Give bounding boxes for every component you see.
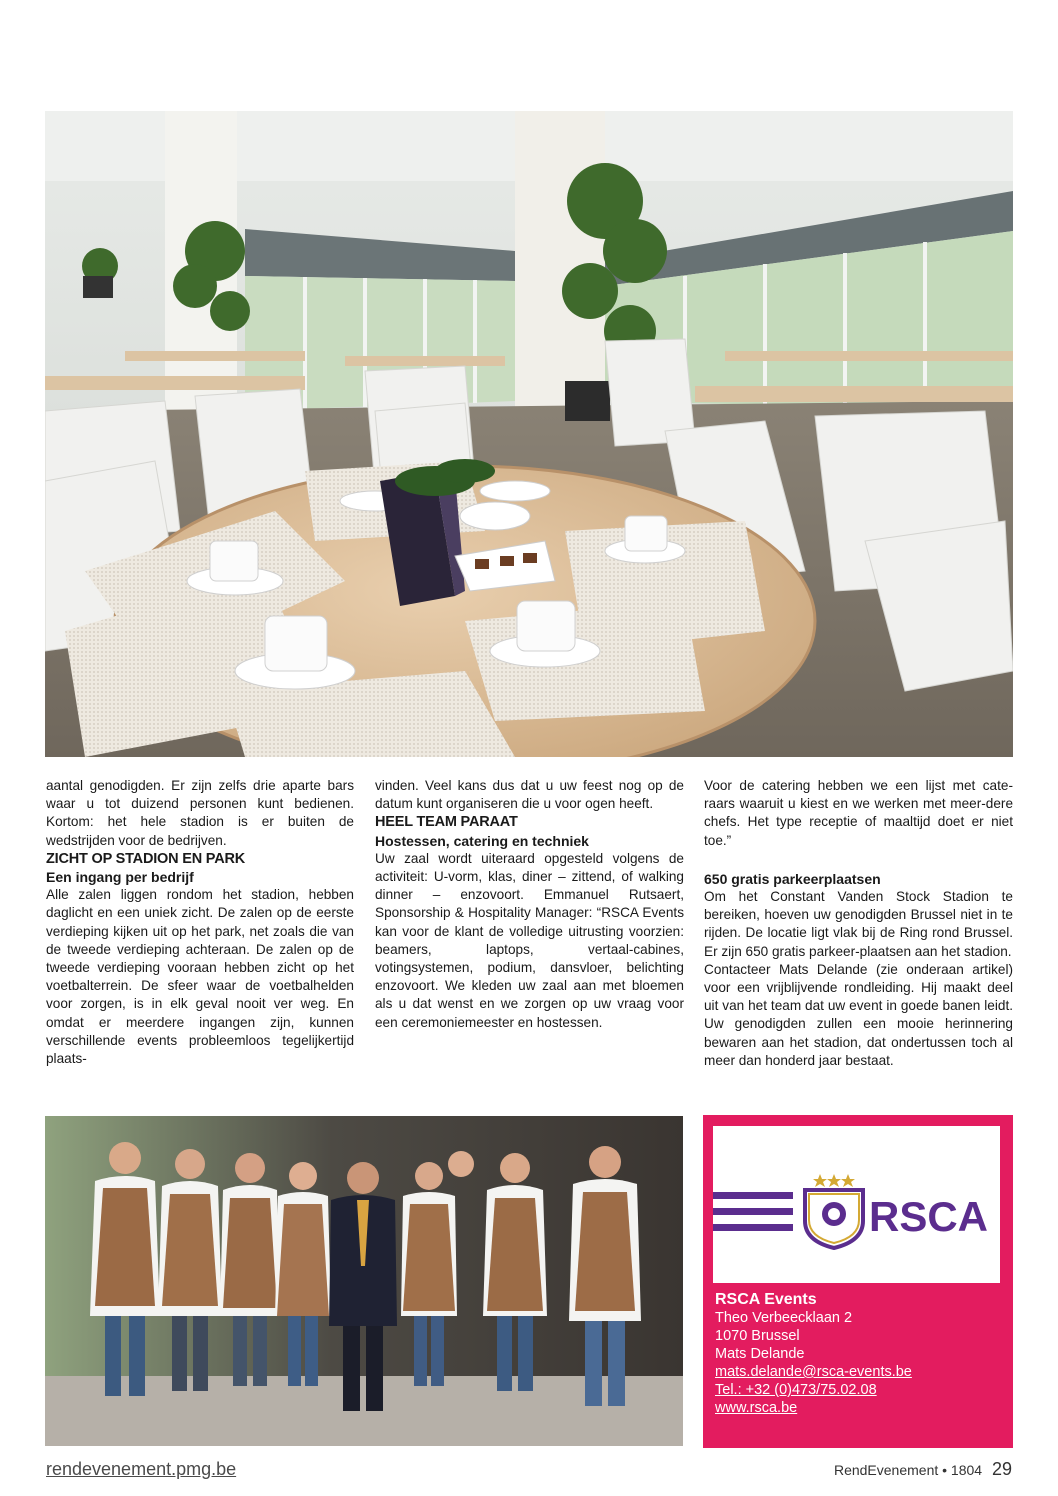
- rsca-logo-mark: [713, 1126, 1000, 1283]
- rsca-logo: [713, 1126, 1000, 1283]
- page-number: 29: [991, 1459, 1012, 1479]
- stars-icon: [813, 1174, 855, 1187]
- contact-details: [715, 1291, 912, 1417]
- article-paragraph: Uw zaal wordt uiteraard opgesteld volgens de activiteit: U-vorm, klas, diner – zittend, of walking dinner – enzovoort. Emmanuel Rutsaert, Sponsorship & Hospitality Manager: “RSCA Events kan voor de klant de volledige uitrusting voorzien: beamers, laptops, vertaal-cabines, votingsystemen, podium, dansvloer, belichting enzovoort. We kleden uw zaal aan met bloemen als u dat wenst en we zorgen op uw vraag voor een ceremoniemeester en hostessen.: [375, 850, 684, 1030]
- email-link[interactable]: mats.delande@rsca-events.be: [715, 1364, 912, 1380]
- section-heading: HEEL TEAM PARAAT: [375, 814, 518, 831]
- footer-site-link[interactable]: rendevenement.pmg.be: [46, 1459, 237, 1479]
- article-paragraph: vinden. Veel kans dus dat u uw feest nog op de datum kunt organiseren die u voor ogen heeft.: [375, 778, 684, 812]
- website-link[interactable]: www.rsca.be: [715, 1400, 798, 1416]
- magazine-issue: RendEvenement • 1804: [833, 1462, 983, 1478]
- subheading: Hostessen, catering en techniek: [375, 832, 589, 849]
- article-column-2: [375, 777, 684, 1032]
- subheading: 650 gratis parkeerplaatsen: [704, 870, 881, 887]
- address-line: Theo Verbeecklaan 2: [715, 1310, 853, 1326]
- footer-magazine-info: [834, 1459, 1012, 1480]
- article-column-3: [704, 777, 1013, 1070]
- article-paragraph: Contacteer Mats Delande (zie onderaan artikel) voor een vrijblijvende rondleiding. Hij maakt deel uit van het team dat uw event in goede banen leidt. Uw genodigden zullen een mooie herinnering bewaren aan het stadion, dat ondertussen toch al meer dan honderd jaar bestaat.: [704, 961, 1013, 1068]
- rsca-logo-text: RSCA: [869, 1193, 989, 1240]
- article-paragraph: Om het Constant Vanden Stock Stadion te bereiken, hoeven uw genodigden Brussel niet in te rijden. De locatie ligt vlak bij de Ring rond Brussel. Er zijn 650 gratis parkeer-plaatsen aan het stadion.: [704, 889, 1013, 959]
- article-paragraph: aantal genodigden. Er zijn zelfs drie aparte bars waar u tot duizend personen kunt bedienen. Kortom: het hele stadion is er buiten de wedstrijden voor de bedrijven.: [46, 778, 354, 848]
- team-illustration: [45, 1116, 683, 1446]
- team-photo: [45, 1116, 683, 1446]
- contact-name: Mats Delande: [715, 1346, 805, 1362]
- subheading: Een ingang per bedrijf: [46, 869, 194, 886]
- section-heading: ZICHT OP STADION EN PARK: [46, 850, 246, 867]
- address-line: 1070 Brussel: [715, 1328, 800, 1344]
- restaurant-illustration: [45, 111, 1013, 757]
- article-column-1: [46, 777, 354, 1068]
- contact-sidebar: [703, 1115, 1013, 1448]
- article-paragraph: Voor de catering hebben we een lijst met cate-raars waaruit u kiest en we werken met meer-dere chefs. Het type receptie of maaltijd doet er niet toe.”: [704, 778, 1013, 848]
- contact-title: RSCA Events: [715, 1291, 817, 1308]
- phone-number: Tel.: +32 (0)473/75.02.08: [715, 1382, 877, 1398]
- article-paragraph: Alle zalen liggen rondom het stadion, hebben daglicht en een uniek zicht. De zalen op de eerste verdieping kijken uit op het park, net zoals die van de tweede verdieping achteraan. De zalen op de tweede verdieping vooraan hebben zicht op het voetbalterrein. De sfeer waar de voetbalhelden voor zorgen, is in elk geval nooit ver weg. En omdat er meerdere ingangen zijn, kunnen verschillende events probleemloos tegelijkertijd plaats-: [46, 887, 354, 1067]
- restaurant-photo: [45, 111, 1013, 757]
